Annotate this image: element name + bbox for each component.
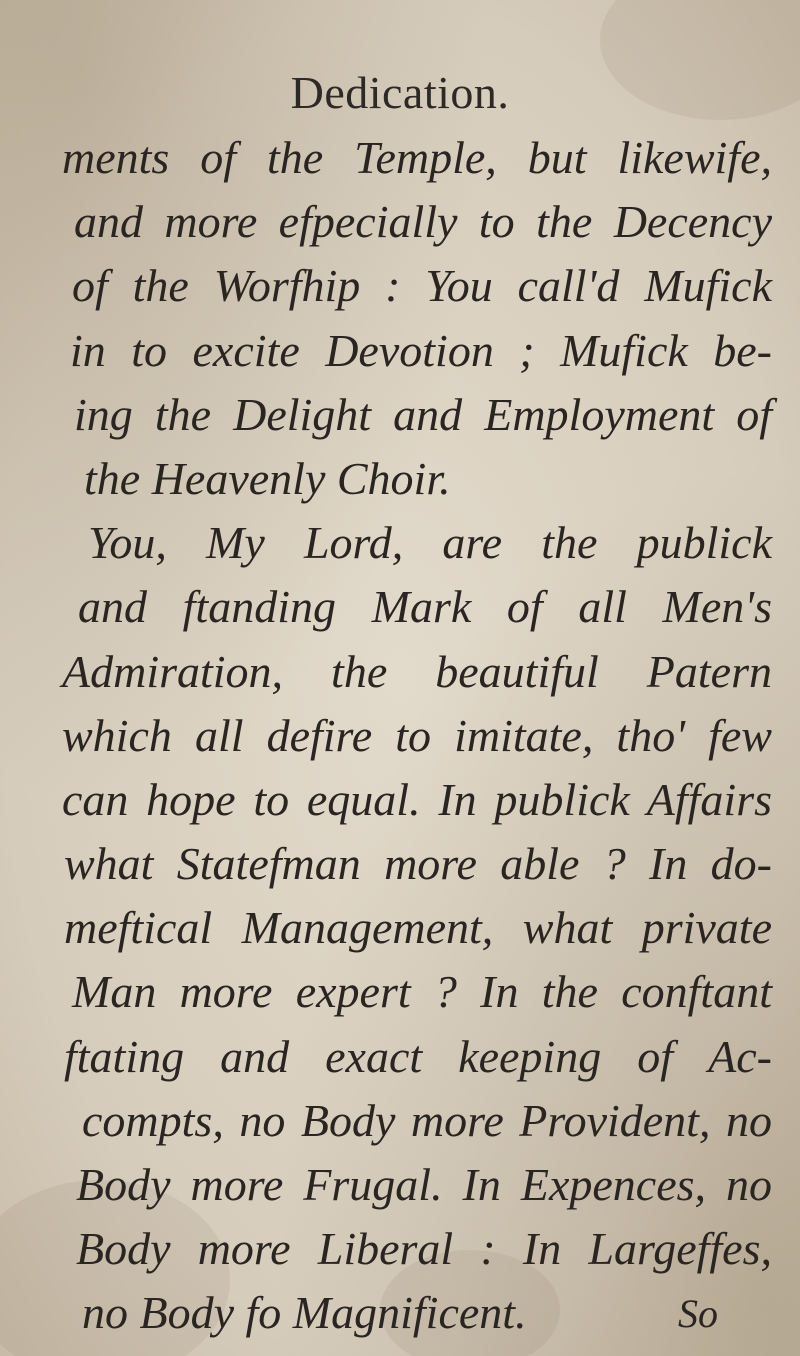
catchword: So: [678, 1291, 718, 1336]
text-line: in to excite Devotion ; Mufick be-: [70, 324, 772, 376]
text-line: Admiration, the beautiful Patern: [62, 645, 772, 697]
text-line: what Statefman more able ? In do-: [64, 838, 772, 890]
text-line: of the Worfhip : You call'd Mufick: [72, 260, 772, 312]
text-line: compts, no Body more Provident, no: [82, 1094, 772, 1146]
text-line: which all defire to imitate, tho' few: [62, 709, 772, 761]
running-header: Dedication.: [290, 67, 510, 118]
text-line: You, My Lord, are the publick: [88, 517, 772, 569]
dedication-text: [62, 126, 772, 1346]
text-line: ftating and exact keeping of Ac-: [64, 1030, 772, 1082]
text-line: meftical Management, what private: [64, 902, 772, 954]
text-line: can hope to equal. In publick Affairs: [62, 773, 772, 825]
text-line: ing the Delight and Employment of: [74, 388, 772, 440]
text-line: and ftanding Mark of all Men's: [78, 581, 772, 633]
text-line: Body more Frugal. In Expences, no: [76, 1159, 772, 1210]
text-line: no Body fo Magnificent.: [82, 1287, 527, 1339]
text-line: ments of the Temple, but likewife,: [62, 132, 772, 183]
text-line: the Heavenly Choir.: [84, 452, 451, 504]
text-line: Body more Liberal : In Largeffes,: [76, 1223, 772, 1275]
text-line: and more efpecially to the Decency: [74, 196, 772, 248]
text-line: Man more expert ? In the conftant: [72, 966, 772, 1018]
